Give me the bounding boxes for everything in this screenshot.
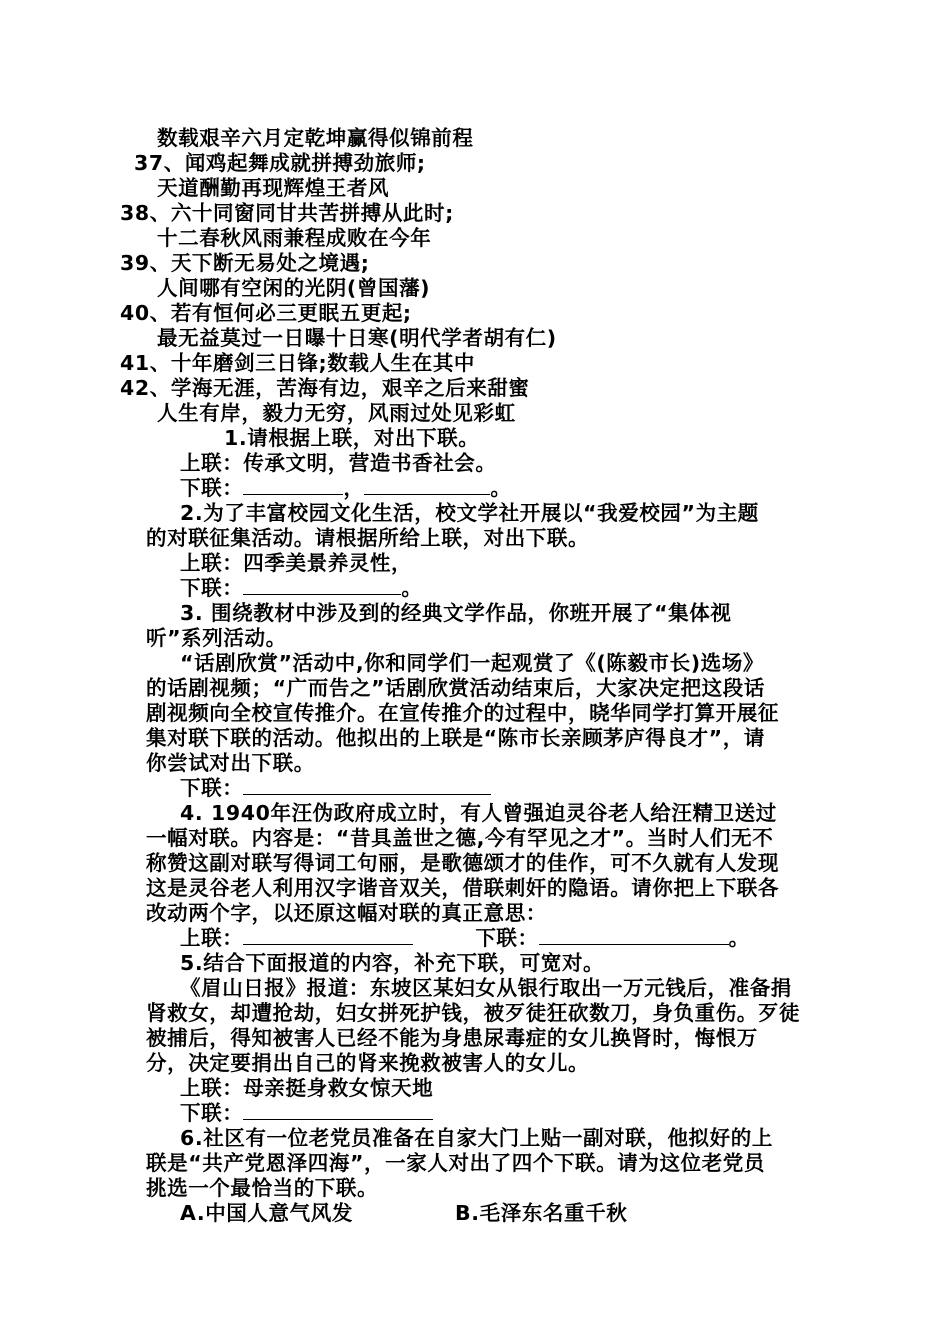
q6-option-b[interactable]: B.毛泽东名重千秋	[455, 1201, 628, 1225]
q4-prompt-line-2: 一幅对联。内容是：“昔具盖世之德,今有罕见之才”。当时人们无不	[146, 826, 774, 850]
couplet-39-upper: 39、天下断无易处之境遇;	[120, 251, 370, 275]
couplet-36-lower: 数载艰辛六月定乾坤赢得似锦前程	[157, 126, 474, 150]
q4-prompt-line-1: 4. 1940年汪伪政府成立时，有人曾强迫灵谷老人给汪精卫送过	[180, 801, 777, 825]
q2-prompt-line-1: 2.为了丰富校园文化生活，校文学社开展以“我爱校园”为主题	[180, 501, 759, 525]
couplet-42-lower: 人生有岸，毅力无穷，风雨过处见彩虹	[157, 401, 516, 425]
q5-report-line-3: 被捕后，得知被害人已经不能为身患尿毒症的女儿换肾时，悔恨万	[146, 1026, 758, 1050]
q4-lower-blank[interactable]	[539, 926, 729, 945]
q3-prompt-line-3: “话剧欣赏”活动中,你和同学们一起观赏了《(陈毅市长)选场》	[180, 651, 764, 675]
couplet-40-lower: 最无益莫过一日曝十日寒(明代学者胡有仁)	[157, 326, 557, 350]
q2-lower-line	[180, 575, 422, 601]
q3-prompt-line-7: 你尝试对出下联。	[146, 751, 315, 775]
q4-upper-label: 上联：	[180, 926, 244, 950]
q2-prompt-line-2: 的对联征集活动。请根据所给上联，对出下联。	[146, 526, 590, 550]
q4-upper-blank[interactable]	[243, 926, 413, 945]
q6-prompt-line-2: 联是“共产党恩泽四海”，一家人对出了四个下联。请为这位老党员	[146, 1151, 765, 1175]
q3-prompt-line-5: 剧视频向全校宣传推介。在宣传推介的过程中，晓华同学打算开展征	[146, 701, 779, 725]
q4-prompt-line-5: 改动两个字，以还原这幅对联的真正意思：	[146, 901, 547, 925]
q1-upper: 上联：传承文明，营造书香社会。	[180, 451, 497, 475]
q4-lower-label: 下联：	[475, 926, 539, 950]
q5-report-line-1: 《眉山日报》报道：东坡区某妇女从银行取出一万元钱后，准备捐	[180, 976, 792, 1000]
q3-answer-blank[interactable]	[243, 776, 491, 795]
couplet-41: 41、十年磨剑三日锋;数载人生在其中	[120, 351, 476, 375]
q4-end: 。	[728, 926, 750, 950]
couplet-42-upper: 42、学海无涯，苦海有边，艰辛之后来甜蜜	[120, 376, 530, 400]
q2-upper: 上联：四季美景养灵性，	[180, 551, 413, 575]
q2-answer-blank[interactable]	[243, 576, 401, 595]
couplet-38-upper: 38、六十同窗同甘共苦拼搏从此时;	[120, 201, 454, 225]
q1-prompt: 1.请根据上联，对出下联。	[224, 426, 480, 450]
q1-answer-blank-2[interactable]	[364, 476, 490, 495]
q3-prompt-line-2: 听”系列活动。	[146, 626, 287, 650]
q1-end: 。	[490, 476, 512, 500]
q6-prompt-line-1: 6.社区有一位老党员准备在自家大门上贴一副对联，他拟好的上	[180, 1126, 773, 1150]
q1-lower-label: 下联：	[180, 476, 244, 500]
q6-prompt-line-3: 挑选一个最恰当的下联。	[146, 1176, 379, 1200]
couplet-38-lower: 十二春秋风雨兼程成败在今年	[157, 226, 432, 250]
q3-lower-line	[180, 775, 491, 801]
q5-report-line-2: 肾救女，却遭抢劫，妇女拼死护钱，被歹徒狂砍数刀，身负重伤。歹徒	[146, 1001, 801, 1025]
q5-prompt-line-1: 5.结合下面报道的内容，补充下联，可宽对。	[180, 951, 605, 975]
q5-lower-label: 下联：	[180, 1101, 244, 1125]
q4-prompt-line-4: 这是灵谷老人利用汉字谐音双关，借联刺奸的隐语。请你把上下联各	[146, 876, 779, 900]
q2-lower-label: 下联：	[180, 576, 244, 600]
q4-prompt-line-3: 称赞这副对联写得词工句丽，是歌德颂才的佳作，可不久就有人发现	[146, 851, 779, 875]
q5-report-line-4: 分，决定要捐出自己的肾来挽救被害人的女儿。	[146, 1051, 590, 1075]
q2-end: 。	[401, 576, 423, 600]
q5-lower-line	[180, 1100, 433, 1126]
q1-separator: ，	[343, 476, 365, 500]
q3-prompt-line-1: 3. 围绕教材中涉及到的经典文学作品，你班开展了“集体视	[180, 601, 732, 625]
q1-answer-blank-1[interactable]	[243, 476, 343, 495]
q3-lower-label: 下联：	[180, 776, 244, 800]
q5-answer-blank[interactable]	[243, 1101, 433, 1120]
couplet-40-upper: 40、若有恒何必三更眠五更起;	[120, 301, 412, 325]
q6-option-a[interactable]: A.中国人意气风发	[180, 1201, 353, 1225]
q3-prompt-line-4: 的话剧视频；“广而告之”话剧欣赏活动结束后，大家决定把这段话	[146, 676, 765, 700]
q1-lower-line	[180, 475, 512, 501]
q4-answer-line	[180, 925, 750, 951]
couplet-39-lower: 人间哪有空闲的光阴(曾国藩)	[157, 276, 431, 300]
couplet-37-upper: 37、闻鸡起舞成就拼搏劲旅师;	[134, 151, 426, 175]
q5-upper: 上联：母亲挺身救女惊天地	[180, 1076, 434, 1100]
couplet-37-lower: 天道酬勤再现辉煌王者风	[157, 176, 390, 200]
q3-prompt-line-6: 集对联下联的活动。他拟出的上联是“陈市长亲顾茅庐得良才”，请	[146, 726, 765, 750]
